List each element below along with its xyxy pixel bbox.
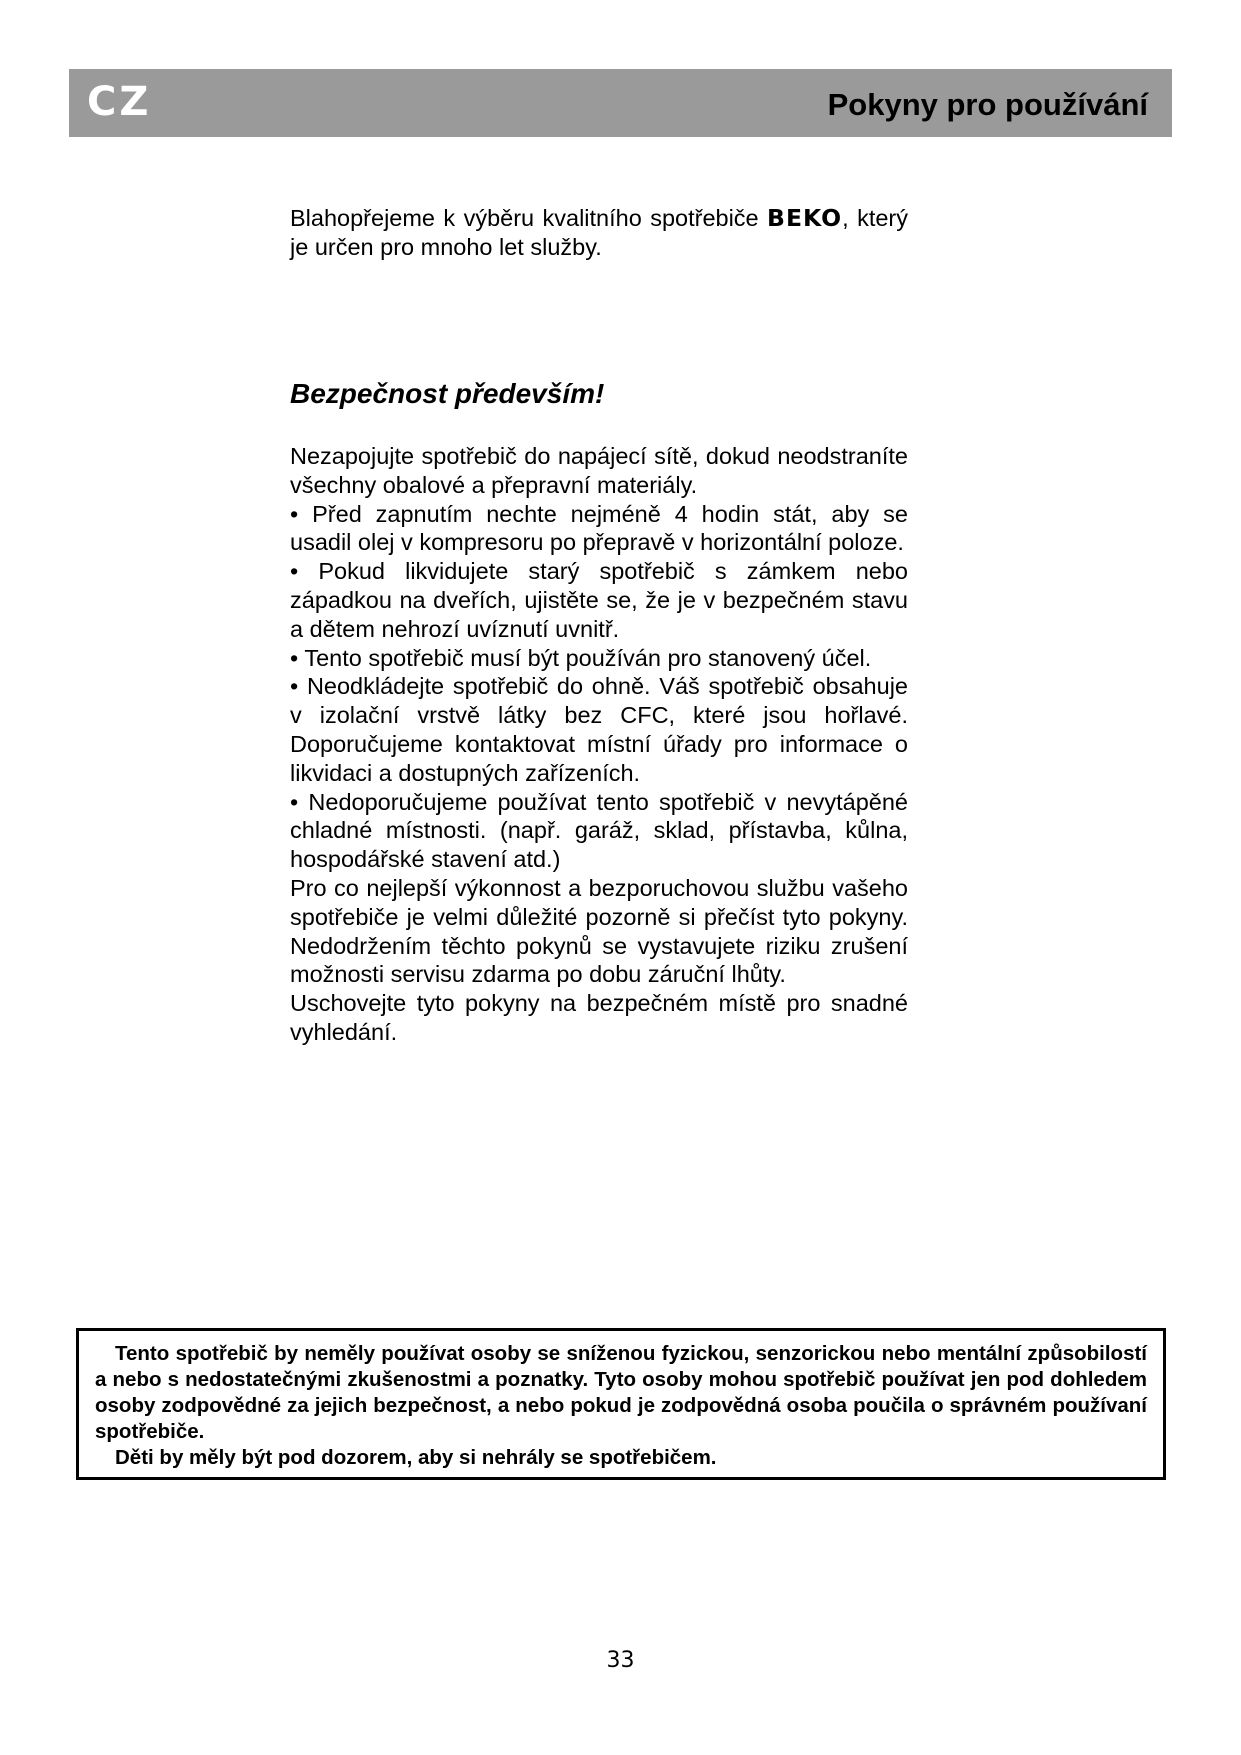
safety-bullet: • Tento spotřebič musí být používán pro stanovený účel.	[290, 644, 872, 671]
safety-paragraph: Pro co nejlepší výkonnost a bezporuchovou službu vašeho spotřebiče je velmi důležité pozorně si přečíst tyto pokyny. Nedodržením těchto pokynů se vystavujete riziku zrušení možnosti servisu zdarma po dobu záruční lhůty.	[290, 874, 908, 988]
warning-box	[76, 1328, 1166, 1480]
intro-paragraph	[290, 204, 908, 262]
safety-paragraph: Uschovejte tyto pokyny na bezpečném místě pro snadné vyhledání.	[290, 990, 908, 1045]
safety-bullet: • Před zapnutím nechte nejméně 4 hodin stát, aby se usadil olej v kompresoru po přepravě v horizontální poloze.	[290, 500, 908, 556]
section-heading: Bezpečnost především!	[290, 378, 605, 409]
language-code: CZ	[87, 79, 152, 125]
safety-bullet: • Pokud likvidujete starý spotřebič s zámkem nebo západkou na dveřích, ujistěte se, že je v bezpečném stavu a dětem nehrozí uvíznutí uvnitř.	[290, 558, 908, 642]
warning-text-children: Děti by měly být pod dozorem, aby si nehrály se spotřebičem.	[115, 1446, 717, 1469]
intro-text: Blahopřejeme k výběru kvalitního spotřebiče	[290, 205, 768, 231]
safety-paragraph: Nezapojujte spotřebič do napájecí sítě, dokud neodstraníte všechny obalové a přepravní materiály.	[290, 443, 908, 498]
page-title: Pokyny pro používání	[827, 87, 1148, 122]
warning-text: Tento spotřebič by neměly používat osoby se sníženou fyzickou, senzorickou nebo mentální způsobilostí a nebo s nedostatečnými zkušenostmi a poznatky. Tyto osoby mohou spotřebič používat jen pod dohledem osoby zodpovědné za jejich bezpečnost, a nebo pokud je zodpovědná osoba poučila o správném používaní spotřebiče.	[95, 1342, 1147, 1443]
safety-text	[290, 442, 908, 1047]
brand-name: BEKO	[767, 204, 843, 232]
safety-bullet: • Neodkládejte spotřebič do ohně. Váš spotřebič obsahuje v izolační vrstvě látky bez CFC, které jsou hořlavé. Doporučujeme kontaktovat místní úřady pro informace o likvidaci a dostupných zařízeních.	[290, 673, 908, 786]
intro-text-end: , který je určen pro mnoho let služby.	[290, 205, 909, 260]
page-number: 33	[606, 1648, 635, 1673]
safety-bullet: • Nedoporučujeme používat tento spotřebič v nevytápěné chladné místnosti. (např. garáž, sklad, přístavba, kůlna, hospodářské stavení atd.)	[290, 788, 908, 873]
page-header	[69, 69, 1172, 137]
